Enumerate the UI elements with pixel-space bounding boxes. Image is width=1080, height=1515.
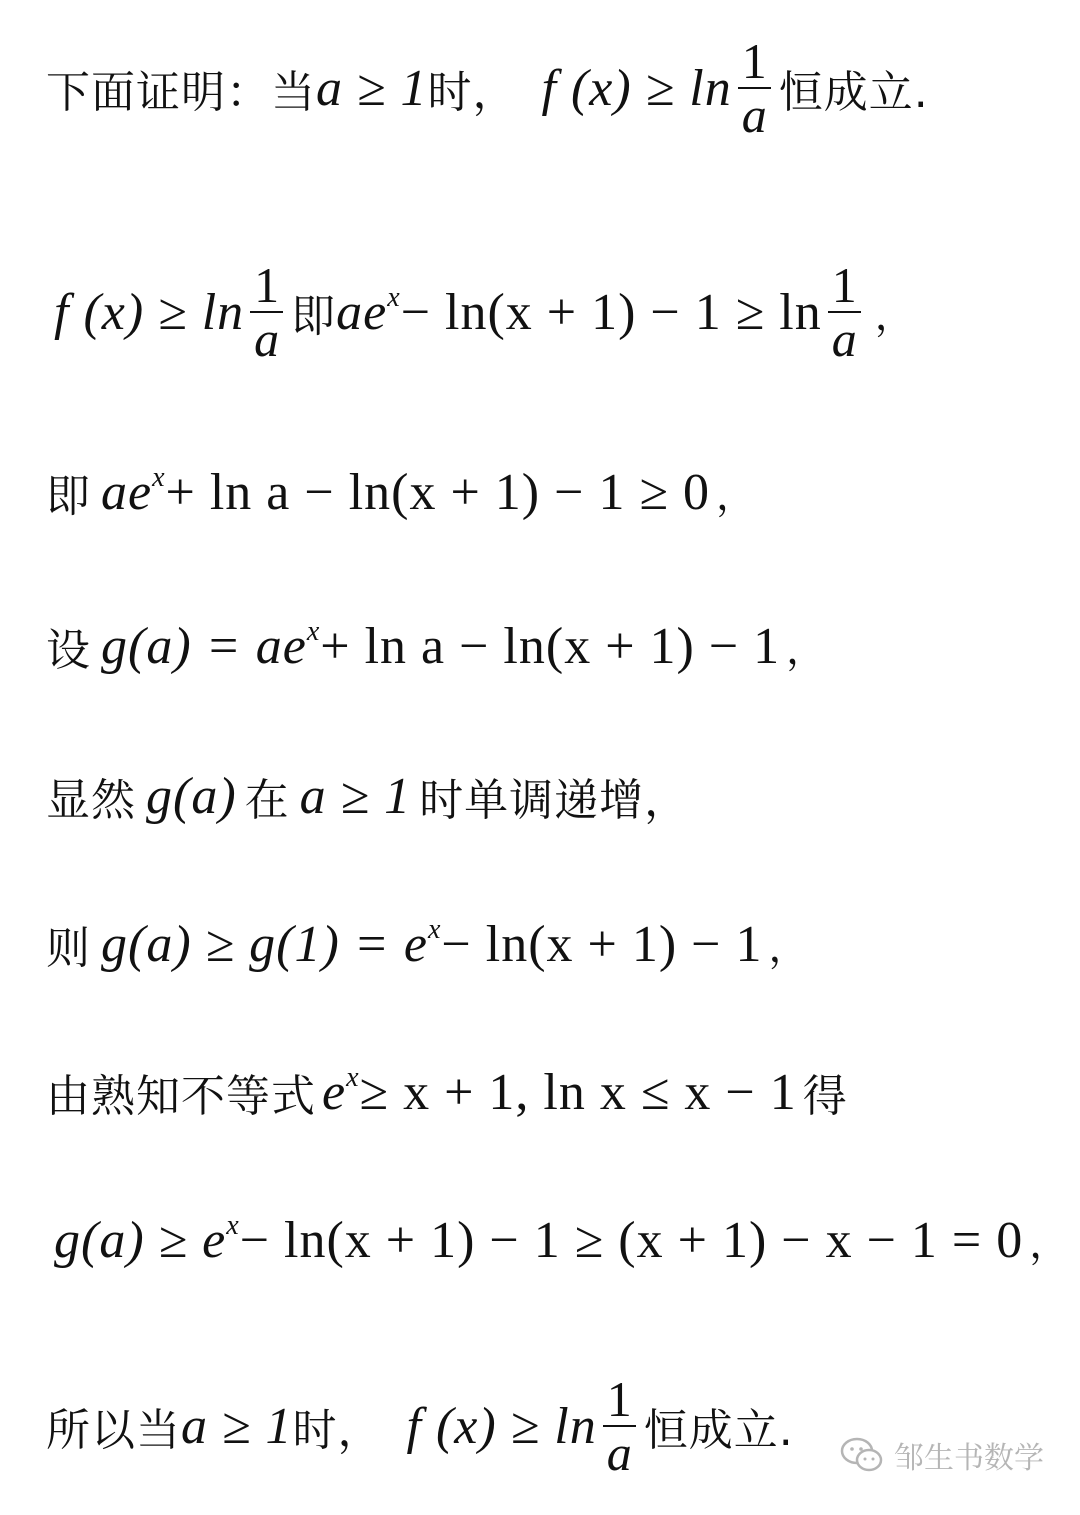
text: 设	[46, 625, 91, 676]
math: a ≥ 1	[316, 59, 428, 117]
text: 所以当	[46, 1405, 181, 1456]
math: g(a) ≥ e	[54, 1211, 227, 1269]
superscript: x	[306, 616, 321, 647]
watermark	[840, 1433, 1044, 1477]
math: g(a) ≥ g(1) = e	[101, 915, 428, 973]
fraction	[603, 1373, 636, 1479]
math: f (x) ≥ ln	[54, 283, 245, 341]
proof-line-4	[46, 616, 827, 676]
watermark-text: 邹生书数学	[894, 1441, 1044, 1476]
text: 恒成立.	[643, 1405, 794, 1456]
math: a ≥ 1	[299, 767, 412, 825]
text: 下面证明：当	[46, 67, 316, 118]
proof-line-2	[54, 257, 915, 367]
denominator: a	[254, 311, 280, 367]
math: f (x) ≥ ln	[541, 59, 732, 117]
text: 由熟知不等式	[46, 1071, 316, 1122]
text: 恒成立.	[778, 67, 929, 118]
text: ，	[1029, 1220, 1070, 1267]
math: g(a)	[146, 767, 237, 825]
text: ，	[768, 924, 809, 971]
proof-line-8	[54, 1210, 1070, 1269]
math: ae	[101, 463, 153, 521]
denominator: a	[606, 1425, 632, 1481]
text: 即	[46, 471, 91, 522]
text: 显然	[46, 775, 136, 826]
superscript: x	[346, 1062, 360, 1093]
text: ，	[874, 292, 915, 339]
text: ，	[786, 626, 827, 673]
text: 时单调递增，	[419, 775, 690, 826]
text: 时，	[427, 67, 518, 118]
text: 即	[291, 291, 337, 342]
wechat-icon	[840, 1436, 884, 1474]
math: − ln(x + 1) − 1 ≥ ln	[400, 283, 822, 341]
math: + ln a − ln(x + 1) − 1 ≥ 0	[165, 463, 710, 521]
math: g(a) = ae	[101, 617, 307, 675]
fraction	[250, 259, 283, 365]
denominator: a	[741, 87, 767, 143]
numerator: 1	[741, 33, 767, 89]
proof-line-9	[46, 1371, 794, 1481]
proof-line-7	[46, 1062, 848, 1122]
math: − ln(x + 1) − 1 ≥ (x + 1) − x − 1 = 0	[239, 1211, 1024, 1269]
math: − ln(x + 1) − 1	[441, 915, 763, 973]
numerator: 1	[606, 1371, 632, 1427]
math: + ln a − ln(x + 1) − 1	[320, 617, 781, 675]
proof-line-1	[46, 33, 929, 143]
text: 在	[244, 775, 290, 826]
math: f (x) ≥ ln	[406, 1397, 597, 1455]
proof-line-3	[46, 462, 756, 522]
superscript: x	[387, 282, 401, 313]
denominator: a	[831, 311, 857, 367]
proof-line-5	[46, 767, 690, 826]
text: 则	[46, 923, 91, 974]
math: e	[322, 1063, 347, 1121]
math: a ≥ 1	[181, 1397, 293, 1455]
text: 得	[802, 1071, 848, 1122]
numerator: 1	[254, 257, 280, 313]
superscript: x	[427, 914, 442, 945]
math: ae	[336, 283, 388, 341]
fraction	[828, 259, 861, 365]
math: ≥ x + 1, ln x ≤ x − 1	[359, 1063, 797, 1121]
proof-line-6	[46, 914, 809, 974]
text: ，	[715, 472, 756, 519]
fraction	[738, 35, 771, 141]
superscript: x	[226, 1210, 240, 1241]
superscript: x	[152, 462, 166, 493]
text: 时，	[292, 1405, 383, 1456]
numerator: 1	[831, 257, 857, 313]
